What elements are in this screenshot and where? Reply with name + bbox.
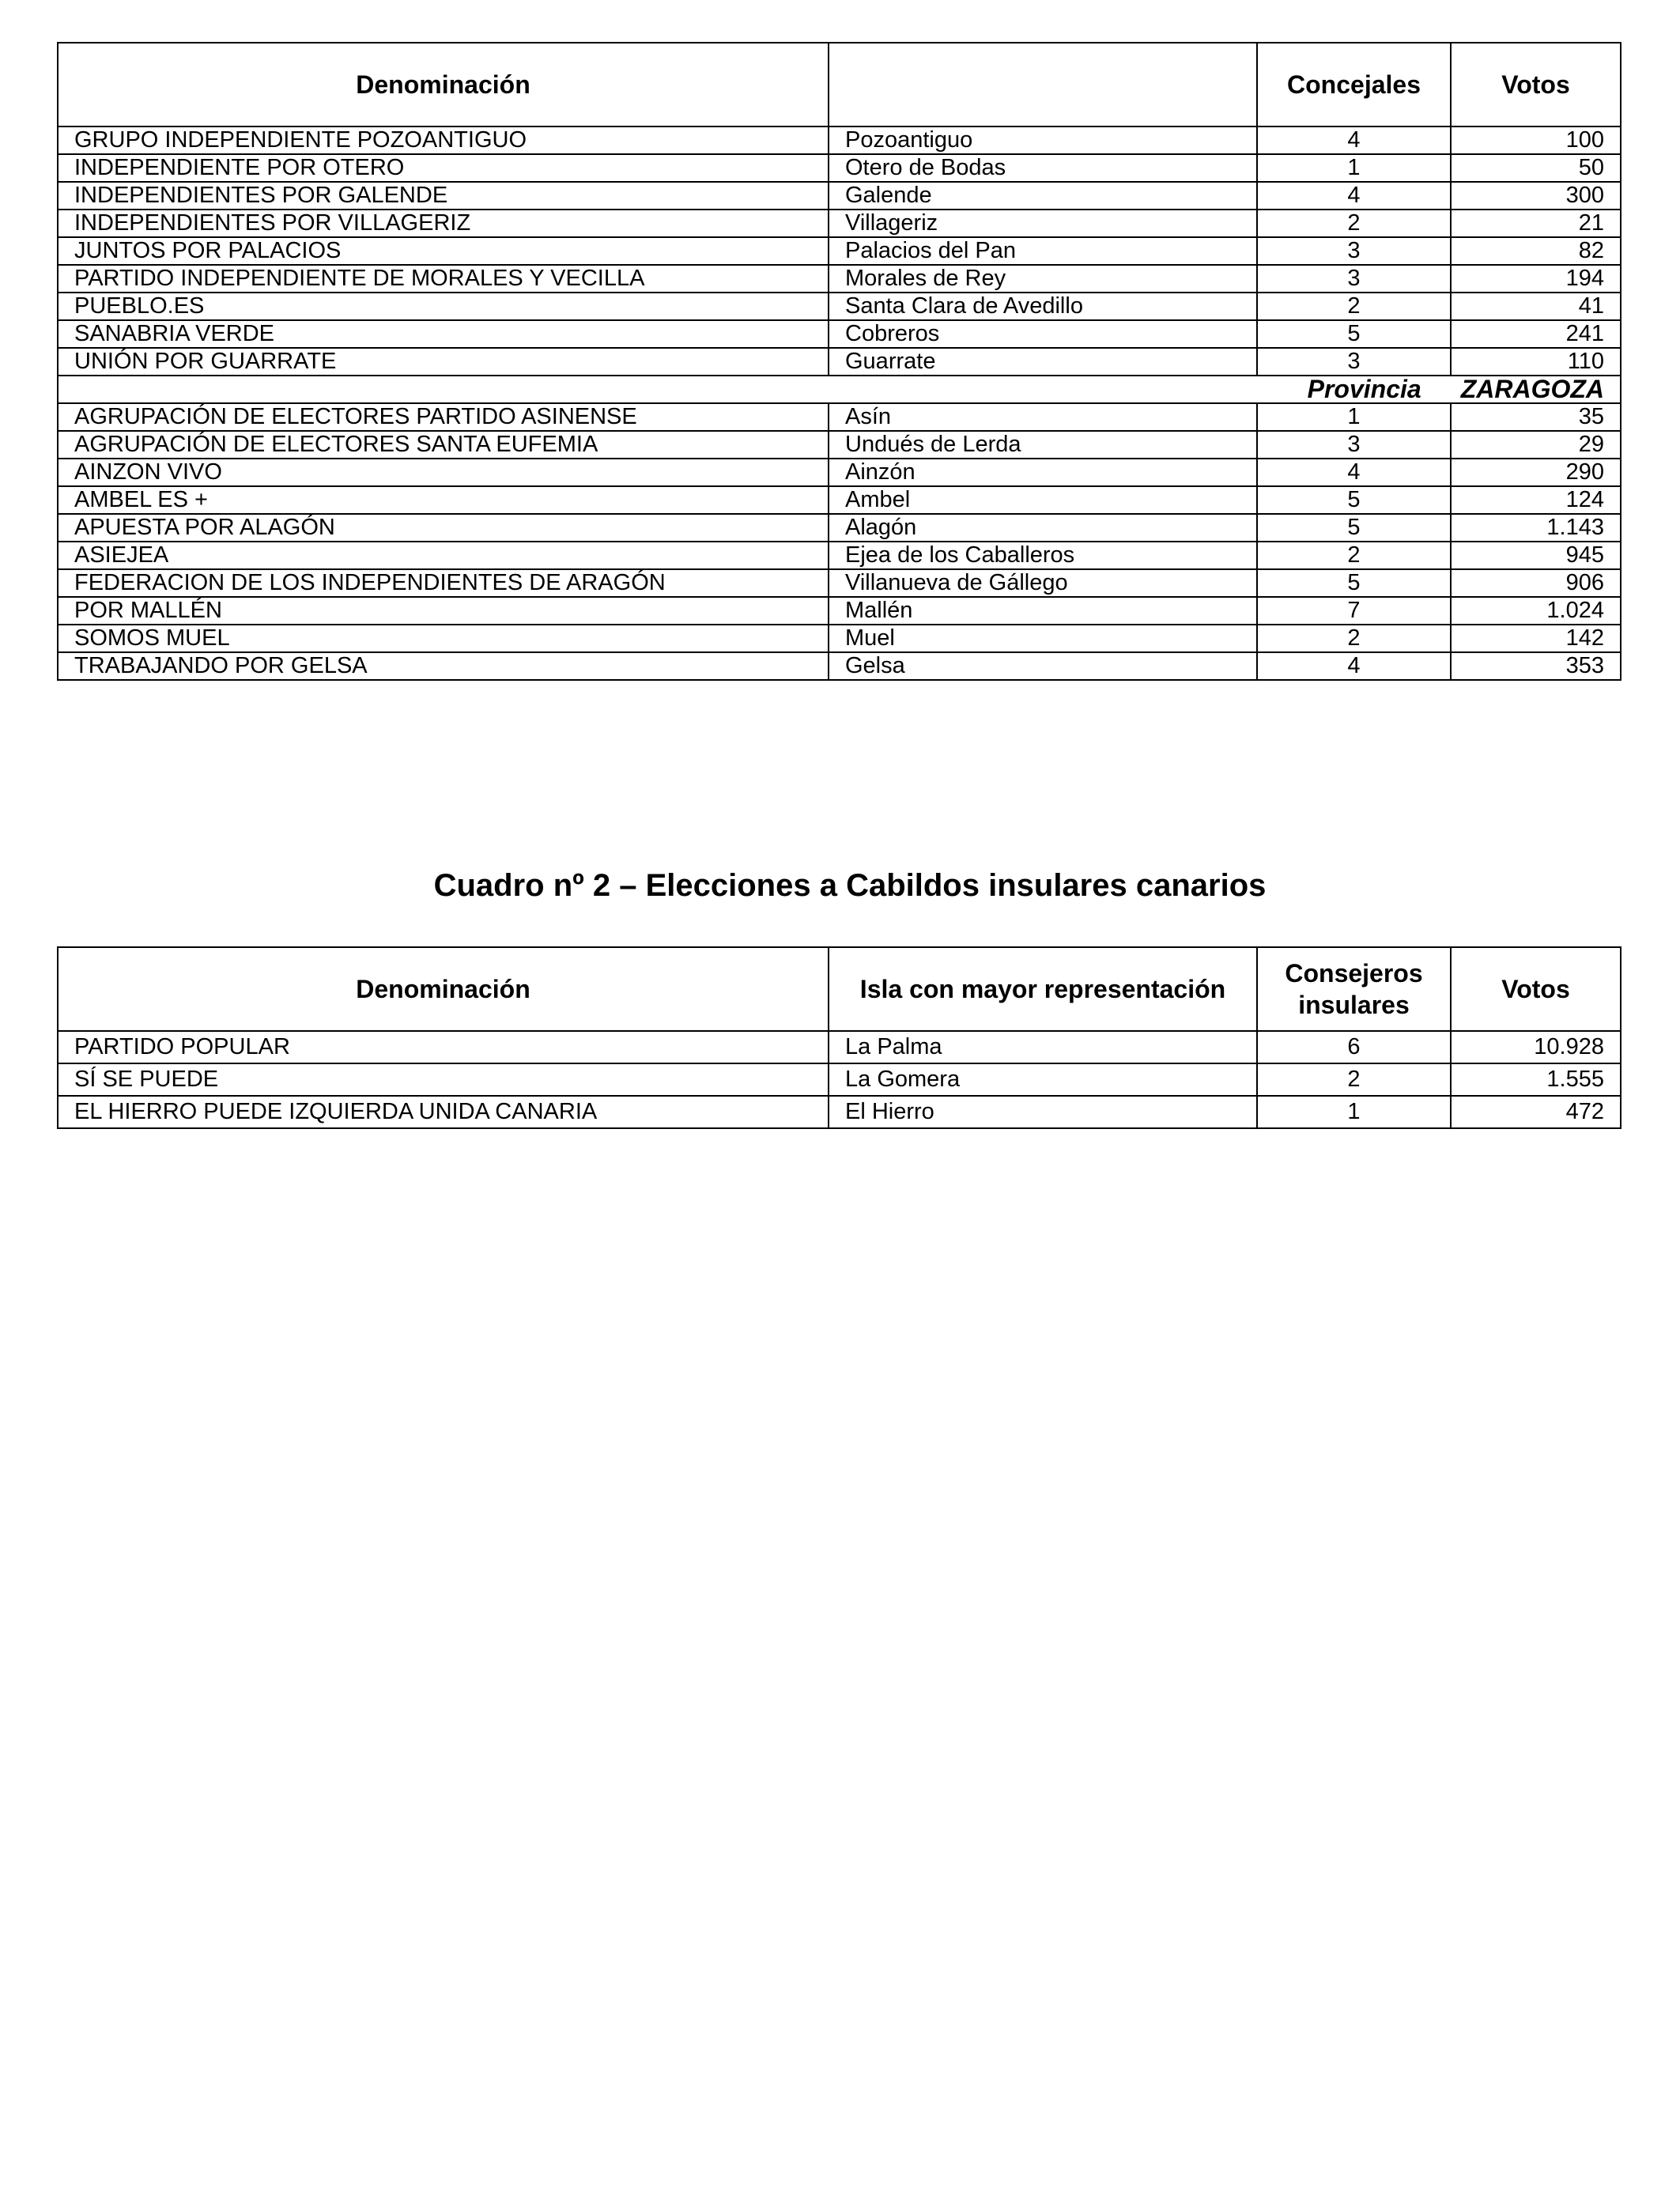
votes-count: 241 [1451,320,1621,348]
table-row [58,154,1621,182]
header-denominacion: Denominación [58,43,829,127]
municipality: Pozoantiguo [829,127,1257,154]
header-consejeros-line1: Consejeros [1285,959,1423,987]
party-name: JUNTOS POR PALACIOS [58,237,829,265]
votes-count: 41 [1451,293,1621,320]
concejales-count: 5 [1257,569,1451,597]
party-name: PARTIDO POPULAR [58,1031,829,1063]
votes-count: 10.928 [1451,1031,1621,1063]
municipality: Ainzón [829,459,1257,486]
municipality: Ambel [829,486,1257,514]
party-name: UNIÓN POR GUARRATE [58,348,829,376]
votes-count: 472 [1451,1096,1621,1128]
votes-count: 945 [1451,542,1621,569]
concejales-count: 4 [1257,652,1451,680]
header-consejeros [1257,947,1451,1031]
party-name: PARTIDO INDEPENDIENTE DE MORALES Y VECILLA [58,265,829,293]
island: El Hierro [829,1096,1257,1128]
votes-count: 110 [1451,348,1621,376]
votes-count: 290 [1451,459,1621,486]
header-concejales: Concejales [1257,43,1451,127]
concejales-count: 3 [1257,265,1451,293]
party-name: APUESTA POR ALAGÓN [58,514,829,542]
concejales-count: 4 [1257,459,1451,486]
concejales-count: 1 [1257,154,1451,182]
votes-count: 300 [1451,182,1621,210]
party-name: TRABAJANDO POR GELSA [58,652,829,680]
header-denominacion: Denominación [58,947,829,1031]
table-row [58,348,1621,376]
votes-count: 82 [1451,237,1621,265]
province-row [58,376,1621,403]
cabildos-results-table [57,946,1621,1129]
concejales-count: 2 [1257,293,1451,320]
cuadro-2-title: Cuadro nº 2 – Elecciones a Cabildos insulares canarios [433,868,1267,903]
consejeros-count: 6 [1257,1031,1451,1063]
island: La Gomera [829,1063,1257,1096]
party-name: EL HIERRO PUEDE IZQUIERDA UNIDA CANARIA [58,1096,829,1128]
table-row [58,486,1621,514]
party-name: SOMOS MUEL [58,625,829,652]
municipality: Cobreros [829,320,1257,348]
party-name: FEDERACION DE LOS INDEPENDIENTES DE ARAGÓN [58,569,829,597]
header-votos: Votos [1451,947,1621,1031]
votes-count: 21 [1451,210,1621,237]
party-name: AMBEL ES + [58,486,829,514]
concejales-count: 4 [1257,182,1451,210]
consejeros-count: 2 [1257,1063,1451,1096]
table-row [58,569,1621,597]
votes-count: 100 [1451,127,1621,154]
table-row [58,625,1621,652]
votes-count: 1.143 [1451,514,1621,542]
party-name: PUEBLO.ES [58,293,829,320]
party-name: INDEPENDIENTES POR GALENDE [58,182,829,210]
party-name: AGRUPACIÓN DE ELECTORES SANTA EUFEMIA [58,431,829,459]
header-votos: Votos [1451,43,1621,127]
party-name: SÍ SE PUEDE [58,1063,829,1096]
votes-count: 1.024 [1451,597,1621,625]
party-name: GRUPO INDEPENDIENTE POZOANTIGUO [58,127,829,154]
votes-count: 1.555 [1451,1063,1621,1096]
table-row [58,459,1621,486]
header-consejeros-line2: insulares [1298,991,1410,1019]
table-row [58,403,1621,431]
party-name: POR MALLÉN [58,597,829,625]
province-label: Provincia [1307,376,1421,403]
header-municipio [829,43,1257,127]
table-row [58,237,1621,265]
votes-count: 142 [1451,625,1621,652]
table-row [58,652,1621,680]
concejales-count: 5 [1257,486,1451,514]
municipality: Asín [829,403,1257,431]
municipality: Villageriz [829,210,1257,237]
consejeros-count: 1 [1257,1096,1451,1128]
table-row [58,210,1621,237]
party-name: AGRUPACIÓN DE ELECTORES PARTIDO ASINENSE [58,403,829,431]
table-row [58,514,1621,542]
province-name: ZARAGOZA [1460,376,1604,403]
party-name: INDEPENDIENTE POR OTERO [58,154,829,182]
concejales-count: 2 [1257,542,1451,569]
concejales-count: 3 [1257,348,1451,376]
province-heading [58,376,1621,403]
table-row [58,1031,1621,1063]
municipality: Gelsa [829,652,1257,680]
votes-count: 906 [1451,569,1621,597]
concejales-count: 2 [1257,210,1451,237]
municipality: Muel [829,625,1257,652]
table-row [58,431,1621,459]
party-name: AINZON VIVO [58,459,829,486]
municipality: Palacios del Pan [829,237,1257,265]
municipality: Santa Clara de Avedillo [829,293,1257,320]
concejales-count: 5 [1257,320,1451,348]
concejales-count: 3 [1257,431,1451,459]
table-row [58,182,1621,210]
island: La Palma [829,1031,1257,1063]
table-row [58,1063,1621,1096]
votes-count: 353 [1451,652,1621,680]
party-name: INDEPENDIENTES POR VILLAGERIZ [58,210,829,237]
table-row [58,542,1621,569]
table-row [58,320,1621,348]
table-row [58,597,1621,625]
table-row [58,1096,1621,1128]
table-row [58,265,1621,293]
municipality: Villanueva de Gállego [829,569,1257,597]
party-name: SANABRIA VERDE [58,320,829,348]
municipality: Galende [829,182,1257,210]
votes-count: 50 [1451,154,1621,182]
municipality: Guarrate [829,348,1257,376]
concejales-count: 4 [1257,127,1451,154]
municipality: Undués de Lerda [829,431,1257,459]
municipal-results-table [57,42,1621,681]
municipality: Otero de Bodas [829,154,1257,182]
concejales-count: 2 [1257,625,1451,652]
concejales-count: 5 [1257,514,1451,542]
concejales-count: 3 [1257,237,1451,265]
votes-count: 194 [1451,265,1621,293]
votes-count: 35 [1451,403,1621,431]
table-header-row [58,947,1621,1031]
header-isla: Isla con mayor representación [829,947,1257,1031]
municipality: Morales de Rey [829,265,1257,293]
votes-count: 29 [1451,431,1621,459]
municipality: Ejea de los Caballeros [829,542,1257,569]
concejales-count: 7 [1257,597,1451,625]
municipality: Alagón [829,514,1257,542]
votes-count: 124 [1451,486,1621,514]
party-name: ASIEJEA [58,542,829,569]
municipality: Mallén [829,597,1257,625]
table-header-row [58,43,1621,127]
table-row [58,293,1621,320]
concejales-count: 1 [1257,403,1451,431]
table-row [58,127,1621,154]
